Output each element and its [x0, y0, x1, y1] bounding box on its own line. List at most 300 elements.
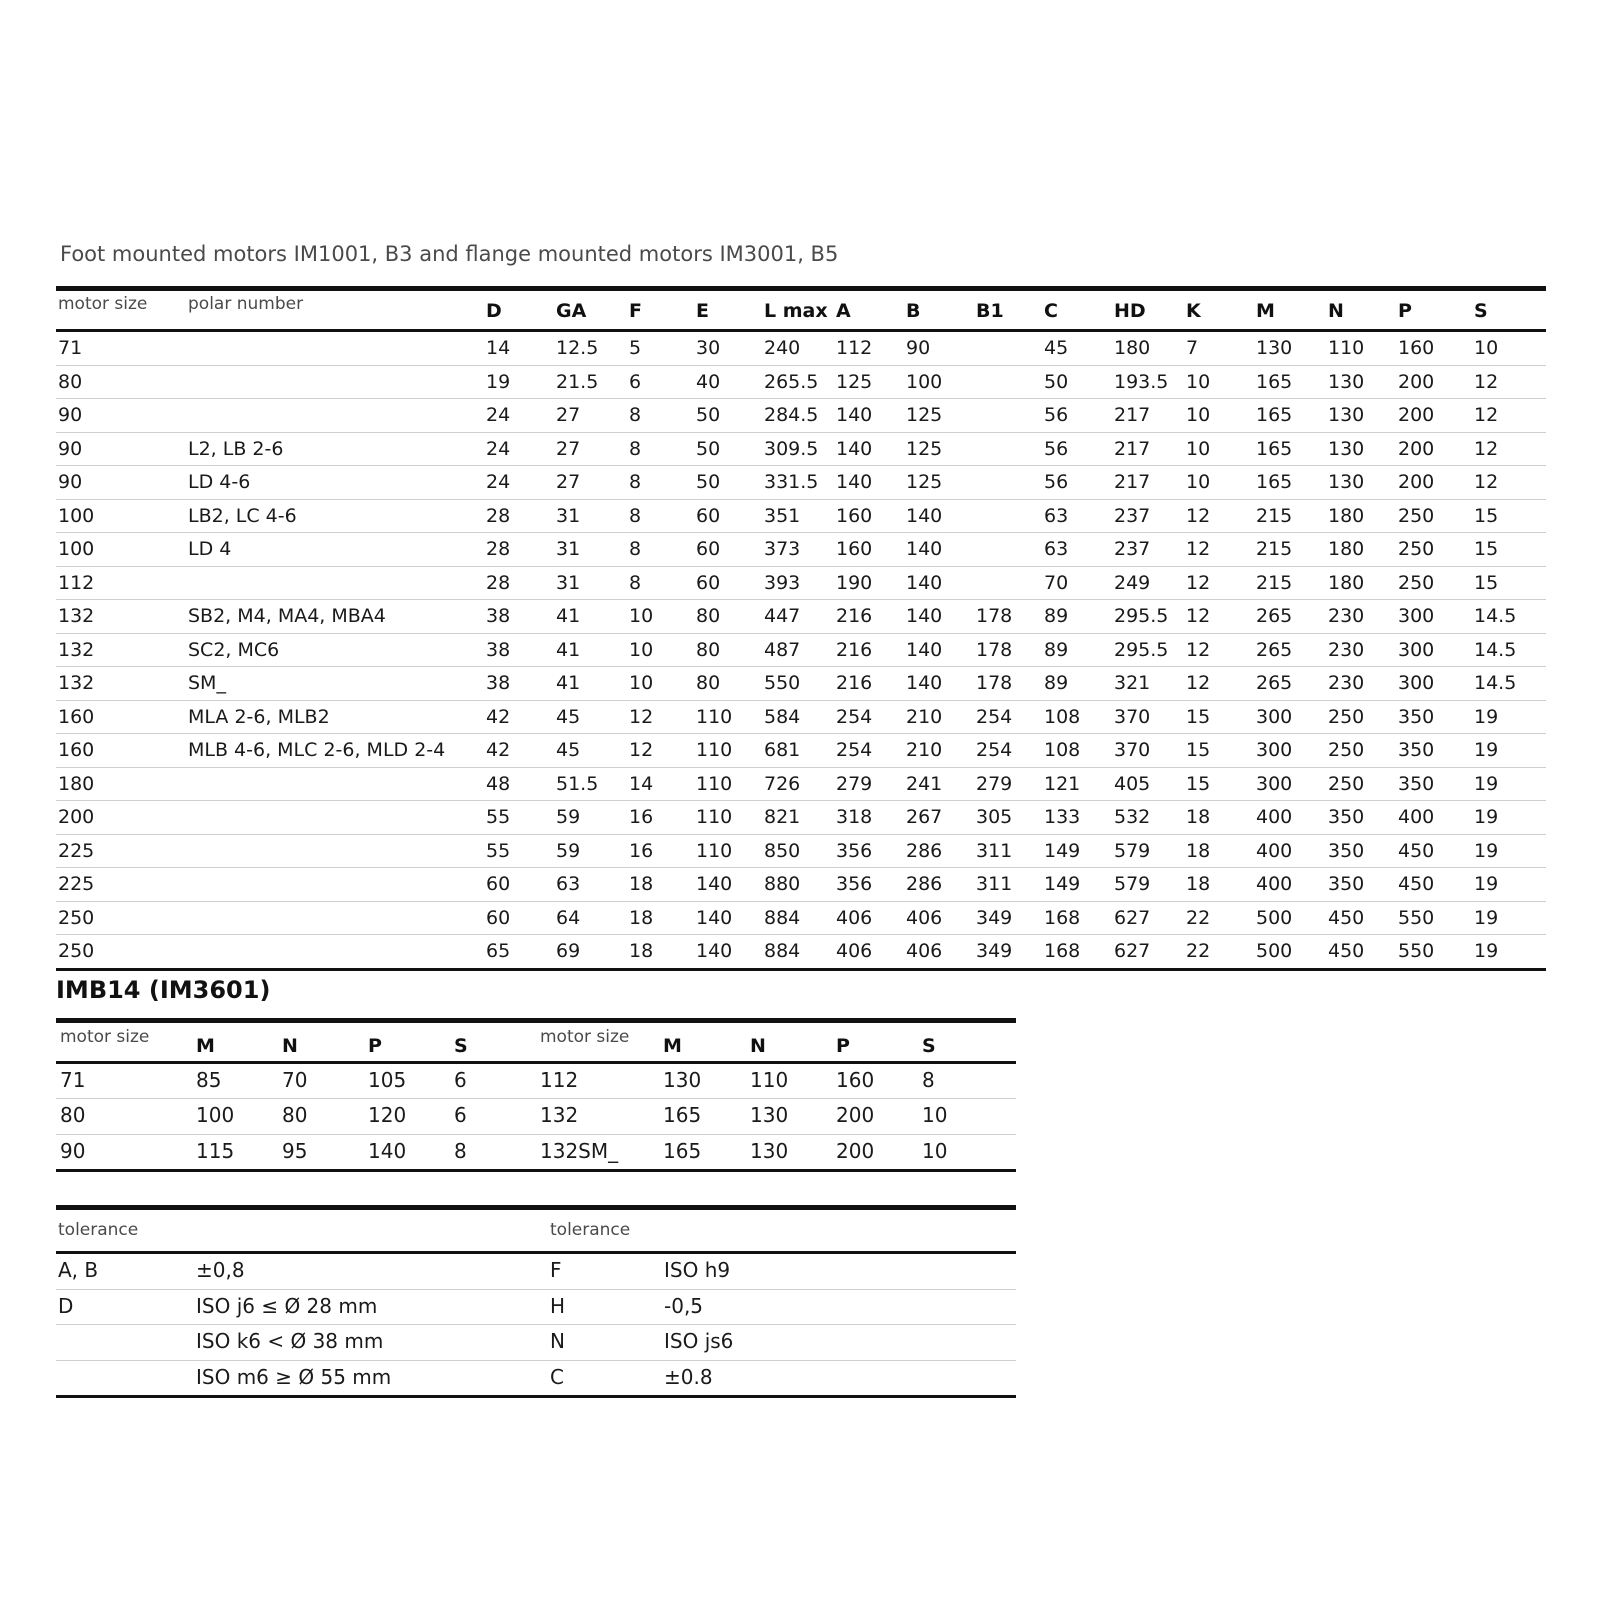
table-cell: 237	[1114, 538, 1151, 560]
table-cell: 38	[486, 638, 511, 661]
table-cell: 160	[836, 538, 873, 560]
table-cell: 165	[663, 1103, 702, 1128]
table-cell: 132	[540, 1103, 579, 1128]
table-cell: H	[550, 1293, 566, 1318]
table-cell: 27	[556, 437, 581, 460]
table-row	[56, 868, 1546, 902]
table-cell: 110	[696, 839, 733, 862]
table-cell: 18	[1186, 873, 1211, 895]
column-header: D	[486, 300, 502, 322]
table-cell: 28	[486, 504, 511, 527]
table-cell: 110	[750, 1068, 789, 1092]
column-header: GA	[556, 300, 587, 322]
table-cell: 100	[58, 538, 95, 560]
table-cell: ISO k6 < Ø 38 mm	[196, 1329, 384, 1353]
table-cell: LD 4	[188, 538, 232, 560]
table-cell: 8	[629, 504, 642, 527]
table-cell: 884	[764, 906, 801, 929]
table-cell: 19	[1474, 806, 1499, 828]
table-cell: 130	[750, 1103, 789, 1128]
table-cell: 487	[764, 638, 801, 661]
table-cell: 130	[750, 1138, 789, 1163]
table-cell: 140	[906, 504, 943, 527]
imb14-section-title: IMB14 (IM3601)	[56, 976, 271, 1004]
table-cell: 80	[696, 605, 721, 627]
table-cell: 400	[1256, 873, 1293, 895]
table-cell: 108	[1044, 739, 1081, 761]
table-row	[56, 768, 1546, 802]
table-cell: 90	[58, 437, 83, 460]
column-header: A	[836, 300, 851, 322]
table-cell: C	[550, 1364, 564, 1389]
table-cell: 8	[629, 538, 642, 560]
table-cell: 165	[1256, 437, 1293, 460]
table-cell: 140	[906, 538, 943, 560]
table-cell: 15	[1186, 705, 1211, 728]
table-cell: 200	[58, 806, 95, 828]
table-cell: 311	[976, 839, 1013, 862]
table-cell: 10	[922, 1103, 948, 1128]
table-cell: LB2, LC 4-6	[188, 504, 297, 527]
table-cell: 180	[58, 772, 95, 795]
table-cell: 60	[696, 504, 721, 527]
table-cell: 60	[486, 906, 511, 929]
table-cell: 10	[1186, 437, 1211, 460]
table-cell: 80	[696, 638, 721, 661]
table-cell: 300	[1256, 739, 1293, 761]
table-cell: 349	[976, 906, 1013, 929]
column-header: L max	[764, 300, 828, 322]
table-cell: 125	[906, 437, 943, 460]
table-cell: 27	[556, 471, 581, 493]
table-cell: 90	[58, 471, 83, 493]
table-cell: 217	[1114, 404, 1151, 426]
table-cell: 450	[1328, 940, 1365, 962]
table-row	[56, 399, 1546, 433]
table-row	[56, 567, 1546, 601]
table-cell: 19	[1474, 873, 1499, 895]
table-cell: 65	[486, 940, 511, 962]
column-header: HD	[1114, 300, 1146, 322]
column-header: S	[922, 1035, 936, 1057]
table-cell: SC2, MC6	[188, 638, 280, 661]
table-row	[56, 801, 1546, 835]
table-cell: 406	[836, 940, 873, 962]
table-cell: 12	[1186, 504, 1211, 527]
table-cell: 64	[556, 906, 581, 929]
table-cell: 300	[1256, 705, 1293, 728]
table-cell: 60	[486, 873, 511, 895]
table-row	[56, 634, 1546, 668]
table-cell: 89	[1044, 672, 1069, 694]
table-cell: 225	[58, 873, 95, 895]
table-cell: 71	[58, 337, 83, 359]
table-cell: 447	[764, 605, 801, 627]
table-cell: 55	[486, 839, 511, 862]
table-cell: F	[550, 1258, 562, 1282]
table-cell: 250	[1328, 772, 1365, 795]
table-cell: 80	[60, 1103, 86, 1128]
table-cell: 230	[1328, 638, 1365, 661]
table-cell: 254	[976, 739, 1013, 761]
table-cell: 215	[1256, 538, 1293, 560]
table-row	[56, 600, 1546, 634]
table-cell: 63	[1044, 504, 1069, 527]
table-cell: 579	[1114, 873, 1151, 895]
column-header: N	[750, 1035, 766, 1057]
table-cell: 100	[196, 1103, 235, 1128]
table-cell: 140	[696, 906, 733, 929]
table-cell: 215	[1256, 504, 1293, 527]
table-cell: 321	[1114, 672, 1151, 694]
table-cell: 250	[1328, 705, 1365, 728]
table-cell: 41	[556, 672, 581, 694]
table-cell: 295.5	[1114, 605, 1169, 627]
table-cell: 240	[764, 337, 801, 359]
table-cell: 550	[1398, 906, 1435, 929]
table-cell: 370	[1114, 739, 1151, 761]
table-cell: 130	[1328, 437, 1365, 460]
table-cell: 267	[906, 806, 943, 828]
table-cell: SM_	[188, 672, 226, 694]
table-cell: N	[550, 1329, 565, 1353]
table-cell: 140	[836, 471, 873, 493]
table-cell: 550	[764, 672, 801, 694]
table-cell: 41	[556, 638, 581, 661]
table-cell: 130	[1328, 471, 1365, 493]
table-cell: 130	[1328, 404, 1365, 426]
table-cell: 50	[1044, 370, 1069, 393]
table-cell: 12	[1186, 538, 1211, 560]
table-row	[56, 533, 1546, 567]
table-cell: 349	[976, 940, 1013, 962]
table-cell: L2, LB 2-6	[188, 437, 284, 460]
table-cell: 180	[1328, 571, 1365, 594]
table-cell: 200	[1398, 437, 1435, 460]
table-cell: 132SM_	[540, 1138, 619, 1163]
table-cell: 12	[1186, 672, 1211, 694]
table-cell: 100	[906, 370, 943, 393]
table-cell: 14	[629, 772, 654, 795]
table-cell: 8	[454, 1138, 467, 1163]
table-cell: 63	[1044, 538, 1069, 560]
table-cell: 165	[1256, 471, 1293, 493]
table-cell: 15	[1474, 504, 1499, 527]
tolerance-table	[56, 1205, 1016, 1398]
column-header: S	[454, 1035, 468, 1057]
table-cell: 579	[1114, 839, 1151, 862]
table-row	[56, 701, 1546, 735]
table-cell: 90	[60, 1138, 86, 1163]
table-cell: 95	[282, 1138, 308, 1163]
column-header: motor size	[60, 1027, 150, 1047]
table-cell: 393	[764, 571, 801, 594]
table-cell: 15	[1186, 772, 1211, 795]
table-caption: Foot mounted motors IM1001, B3 and flange mounted motors IM3001, B5	[60, 242, 839, 266]
table-cell: 51.5	[556, 772, 599, 795]
table-cell: 237	[1114, 504, 1151, 527]
table-cell: 279	[836, 772, 873, 795]
table-cell: 300	[1256, 772, 1293, 795]
table-cell: 132	[58, 672, 95, 694]
table-cell: 356	[836, 839, 873, 862]
table-cell: 8	[629, 437, 642, 460]
table-cell: 500	[1256, 940, 1293, 962]
column-header: P	[836, 1035, 850, 1057]
table-cell: 584	[764, 705, 801, 728]
table-cell: 200	[1398, 471, 1435, 493]
table-cell: 217	[1114, 471, 1151, 493]
table-cell: 31	[556, 538, 581, 560]
table-cell: 350	[1398, 739, 1435, 761]
table-cell: 241	[906, 772, 943, 795]
table-cell: 215	[1256, 571, 1293, 594]
table-cell: 140	[906, 672, 943, 694]
table-cell: LD 4-6	[188, 471, 251, 493]
table-cell: 400	[1398, 806, 1435, 828]
table-cell: 115	[196, 1138, 235, 1163]
table-cell: 18	[1186, 839, 1211, 862]
table-cell: 627	[1114, 906, 1151, 929]
table-cell: 5	[629, 337, 642, 359]
table-cell: 178	[976, 605, 1013, 627]
table-cell: 42	[486, 705, 511, 728]
table-cell: 305	[976, 806, 1013, 828]
table-cell: 15	[1474, 538, 1499, 560]
table-cell: ISO m6 ≥ Ø 55 mm	[196, 1364, 392, 1389]
table-cell: 165	[1256, 370, 1293, 393]
column-header: F	[629, 300, 642, 322]
column-header: polar number	[188, 294, 304, 314]
table-cell: 370	[1114, 705, 1151, 728]
table-cell: ±0.8	[664, 1364, 713, 1389]
table-cell: 69	[556, 940, 581, 962]
table-cell: 406	[906, 906, 943, 929]
motor-dimensions-table	[56, 286, 1546, 971]
table-cell: 30	[696, 337, 721, 359]
table-row	[56, 1325, 1016, 1361]
table-cell: 70	[1044, 571, 1069, 594]
table-cell: 400	[1256, 839, 1293, 862]
table-cell: 180	[1328, 504, 1365, 527]
table-cell: 90	[906, 337, 931, 359]
table-cell: 300	[1398, 672, 1435, 694]
table-row	[56, 500, 1546, 534]
table-cell: 8	[629, 404, 642, 426]
table-cell: 180	[1114, 337, 1151, 359]
table-cell: 38	[486, 672, 511, 694]
table-cell: 168	[1044, 940, 1081, 962]
column-header: N	[1328, 300, 1344, 322]
table-cell: 160	[58, 705, 95, 728]
table-cell: 110	[1328, 337, 1365, 359]
table-row	[56, 902, 1546, 936]
table-cell: 216	[836, 638, 873, 661]
table-cell: 56	[1044, 404, 1069, 426]
column-header: M	[663, 1035, 682, 1057]
table-cell: D	[58, 1293, 74, 1318]
table-cell: -0,5	[664, 1293, 704, 1318]
table-cell: 112	[836, 337, 873, 359]
table-row	[56, 1290, 1016, 1326]
table-cell: 821	[764, 806, 801, 828]
table-cell: 40	[696, 370, 721, 393]
table-cell: 10	[629, 605, 654, 627]
table-cell: 168	[1044, 906, 1081, 929]
table-row	[56, 1254, 1016, 1290]
table-cell: 50	[696, 404, 721, 426]
table-cell: 19	[1474, 739, 1499, 761]
table-cell: 140	[906, 605, 943, 627]
table-cell: 286	[906, 873, 943, 895]
table-cell: 193.5	[1114, 370, 1169, 393]
table-cell: 10	[1186, 471, 1211, 493]
table-cell: 331.5	[764, 471, 819, 493]
table-cell: 19	[1474, 839, 1499, 862]
table-cell: 10	[1186, 404, 1211, 426]
table-cell: 121	[1044, 772, 1081, 795]
table-cell: 550	[1398, 940, 1435, 962]
table-cell: 60	[696, 571, 721, 594]
table-cell: 250	[1398, 571, 1435, 594]
table-cell: 10	[629, 638, 654, 661]
table-cell: 130	[1328, 370, 1365, 393]
table-cell: 200	[1398, 370, 1435, 393]
table-row	[56, 734, 1546, 768]
table-cell: 90	[58, 404, 83, 426]
column-header: S	[1474, 300, 1488, 322]
table-cell: ISO js6	[664, 1329, 734, 1353]
table-cell: 59	[556, 839, 581, 862]
table-row	[56, 466, 1546, 500]
table-cell: 200	[836, 1138, 875, 1163]
table-cell: 12	[1474, 437, 1499, 460]
table-cell: 230	[1328, 605, 1365, 627]
table-cell: 31	[556, 571, 581, 594]
table-cell: 24	[486, 437, 511, 460]
table-cell: 28	[486, 571, 511, 594]
table-cell: 250	[1398, 504, 1435, 527]
column-header: B	[906, 300, 921, 322]
table-cell: 125	[906, 471, 943, 493]
column-header: M	[1256, 300, 1275, 322]
table-cell: 45	[556, 739, 581, 761]
table-cell: 59	[556, 806, 581, 828]
table-cell: ISO h9	[664, 1258, 731, 1282]
imb14-table	[56, 1018, 1016, 1172]
table-cell: 18	[1186, 806, 1211, 828]
table-cell: 80	[58, 370, 83, 393]
column-header: motor size	[540, 1027, 630, 1047]
table-cell: 249	[1114, 571, 1151, 594]
table-cell: 250	[58, 906, 95, 929]
table-cell: 80	[696, 672, 721, 694]
table-cell: 350	[1328, 839, 1365, 862]
table-cell: 71	[60, 1068, 86, 1092]
table-row	[56, 332, 1546, 366]
table-cell: 850	[764, 839, 801, 862]
table-cell: 160	[836, 1068, 875, 1092]
table-cell: 265	[1256, 638, 1293, 661]
table-cell: 356	[836, 873, 873, 895]
column-header: K	[1186, 300, 1201, 322]
table-cell: 350	[1398, 705, 1435, 728]
table-cell: SB2, M4, MA4, MBA4	[188, 605, 386, 627]
table-cell: 42	[486, 739, 511, 761]
table-cell: 230	[1328, 672, 1365, 694]
table-cell: 18	[629, 940, 654, 962]
table-cell: 10	[1186, 370, 1211, 393]
table-cell: 450	[1328, 906, 1365, 929]
table-cell: 130	[663, 1068, 702, 1092]
table-row	[56, 1135, 1016, 1169]
table-row	[56, 366, 1546, 400]
table-cell: 19	[1474, 906, 1499, 929]
table-cell: 21.5	[556, 370, 599, 393]
table-cell: 681	[764, 739, 801, 761]
table-cell: 7	[1186, 337, 1199, 359]
table-cell: 28	[486, 538, 511, 560]
table-cell: 15	[1186, 739, 1211, 761]
table-cell: 19	[1474, 705, 1499, 728]
table-cell: MLA 2-6, MLB2	[188, 705, 330, 728]
table-cell: 405	[1114, 772, 1151, 795]
table-cell: 45	[1044, 337, 1069, 359]
table-cell: 140	[696, 940, 733, 962]
table-cell: 400	[1256, 806, 1293, 828]
table-cell: 31	[556, 504, 581, 527]
table-cell: 6	[454, 1103, 467, 1128]
table-cell: 19	[1474, 772, 1499, 795]
table-cell: 133	[1044, 806, 1081, 828]
table-cell: 160	[1398, 337, 1435, 359]
table-cell: 880	[764, 873, 801, 895]
table-cell: 165	[1256, 404, 1293, 426]
table-cell: 295.5	[1114, 638, 1169, 661]
column-header: motor size	[58, 294, 148, 314]
table-cell: 80	[282, 1103, 308, 1128]
table-cell: 149	[1044, 839, 1081, 862]
table-cell: 450	[1398, 873, 1435, 895]
table-header	[56, 1023, 1016, 1064]
table-cell: 140	[696, 873, 733, 895]
table-cell: 286	[906, 839, 943, 862]
table-cell: 108	[1044, 705, 1081, 728]
column-header: tolerance	[550, 1220, 631, 1240]
table-cell: A, B	[58, 1258, 99, 1282]
column-header: M	[196, 1035, 215, 1057]
table-row	[56, 1361, 1016, 1396]
table-cell: 14.5	[1474, 638, 1517, 661]
table-cell: 532	[1114, 806, 1151, 828]
table-cell: 300	[1398, 638, 1435, 661]
table-cell: 250	[58, 940, 95, 962]
table-cell: 216	[836, 605, 873, 627]
table-cell: 14.5	[1474, 605, 1517, 627]
table-cell: 140	[836, 437, 873, 460]
table-cell: 279	[976, 772, 1013, 795]
table-cell: 125	[906, 404, 943, 426]
table-cell: 27	[556, 404, 581, 426]
table-cell: 16	[629, 839, 654, 862]
table-cell: 70	[282, 1068, 308, 1092]
table-cell: 12	[1474, 370, 1499, 393]
table-cell: 450	[1398, 839, 1435, 862]
table-cell: 884	[764, 940, 801, 962]
table-row	[56, 433, 1546, 467]
column-header: B1	[976, 300, 1004, 322]
table-cell: 300	[1398, 605, 1435, 627]
